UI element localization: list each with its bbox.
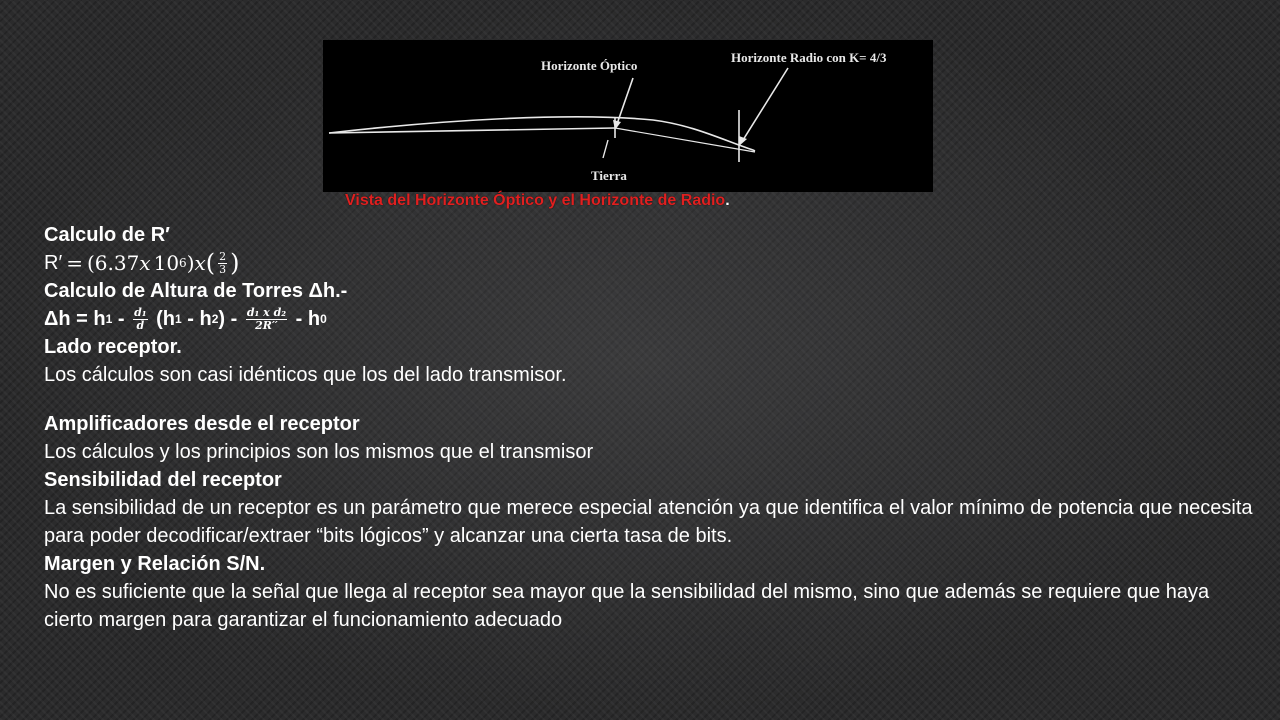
line-of-sight-extension [615, 128, 755, 152]
formula-r-x1: x [139, 251, 151, 275]
formula-h-p4: - h [181, 308, 212, 330]
paragraph-spacer [44, 389, 1264, 410]
formula-r-expr: (6.37 [86, 251, 140, 275]
earth-curve [329, 117, 755, 151]
formula-r-exp: 6 [179, 256, 187, 270]
formula-h-p6: - h [290, 308, 321, 330]
caption-dot: . [725, 192, 730, 209]
optical-arrow [617, 78, 633, 124]
heading-r-calc: Calculo de R′ [44, 224, 170, 246]
formula-h-s3: 2 [211, 312, 219, 326]
figure-caption [345, 192, 730, 210]
formula-h-p1: Δh = h [44, 308, 106, 330]
content-body [44, 221, 1264, 634]
formula-r-frac-den: 3 [219, 262, 227, 276]
heading-receiver-side: Lado receptor. [44, 336, 182, 358]
formula-h-f1-num: d₁ [134, 305, 147, 319]
heading-sensitivity: Sensibilidad del receptor [44, 469, 282, 491]
formula-h-f1-den: d [136, 318, 145, 332]
text-amplifiers: Los cálculos y los principios son los mismos que el transmisor [44, 441, 594, 463]
formula-r-fraction [218, 251, 227, 276]
heading-amplifiers: Amplificadores desde el receptor [44, 413, 360, 435]
radio-arrow [743, 68, 788, 140]
formula-h-s2: 1 [175, 312, 182, 326]
label-earth: Tierra [591, 168, 627, 183]
formula-h-s4: 0 [320, 312, 327, 326]
formula-r-frac-num: 2 [219, 249, 227, 263]
formula-h-p3: (h [150, 308, 176, 330]
caption-text: Vista del Horizonte Óptico y el Horizonte de Radio [345, 192, 726, 209]
formula-h-f2-den: 2R′′ [255, 318, 278, 332]
formula-r-lhs: R′ [44, 252, 63, 274]
formula-r-open-paren: ( [205, 249, 216, 277]
formula-r-close: ) [186, 251, 195, 275]
earth-arrow [603, 140, 608, 158]
formula-r [44, 249, 1264, 277]
formula-h-fraction-2 [246, 307, 287, 332]
heading-margin: Margen y Relación S/N. [44, 553, 266, 575]
formula-h-s1: 1 [105, 312, 113, 326]
formula-delta-h [44, 305, 1264, 333]
formula-h-fraction-1 [133, 307, 148, 332]
formula-r-base: 10 [153, 251, 180, 275]
horizon-diagram-svg [323, 40, 933, 192]
radio-arrow-head [739, 136, 747, 146]
text-receiver-side: Los cálculos son casi idénticos que los del lado transmisor. [44, 364, 567, 386]
heading-tower-height: Calculo de Altura de Torres Δh.- [44, 280, 348, 302]
label-optical-horizon: Horizonte Óptico [541, 58, 638, 73]
formula-r-eq: = [66, 251, 83, 275]
formula-h-p2: - [112, 308, 131, 330]
formula-h-p5: ) - [218, 308, 243, 330]
formula-h-f2-num: d₁ x d₂ [246, 305, 287, 319]
text-margin: No es suficiente que la señal que llega al receptor sea mayor que la sensibilidad del mismo, sino que además se requiere que haya cierto margen para garantizar el funcionamiento adecuado [44, 581, 1210, 631]
label-radio-horizon: Horizonte Radio con K= 4/3 [731, 50, 887, 65]
formula-r-close-paren: ) [230, 249, 240, 277]
formula-r-x2: x [194, 251, 206, 275]
text-sensitivity: La sensibilidad de un receptor es un parámetro que merece especial atención ya que identifica el valor mínimo de potencia que necesita para poder decodificar/extraer “bits lógicos” y alcanzar una cierta tasa de bits. [44, 497, 1253, 547]
horizon-diagram [323, 40, 933, 192]
